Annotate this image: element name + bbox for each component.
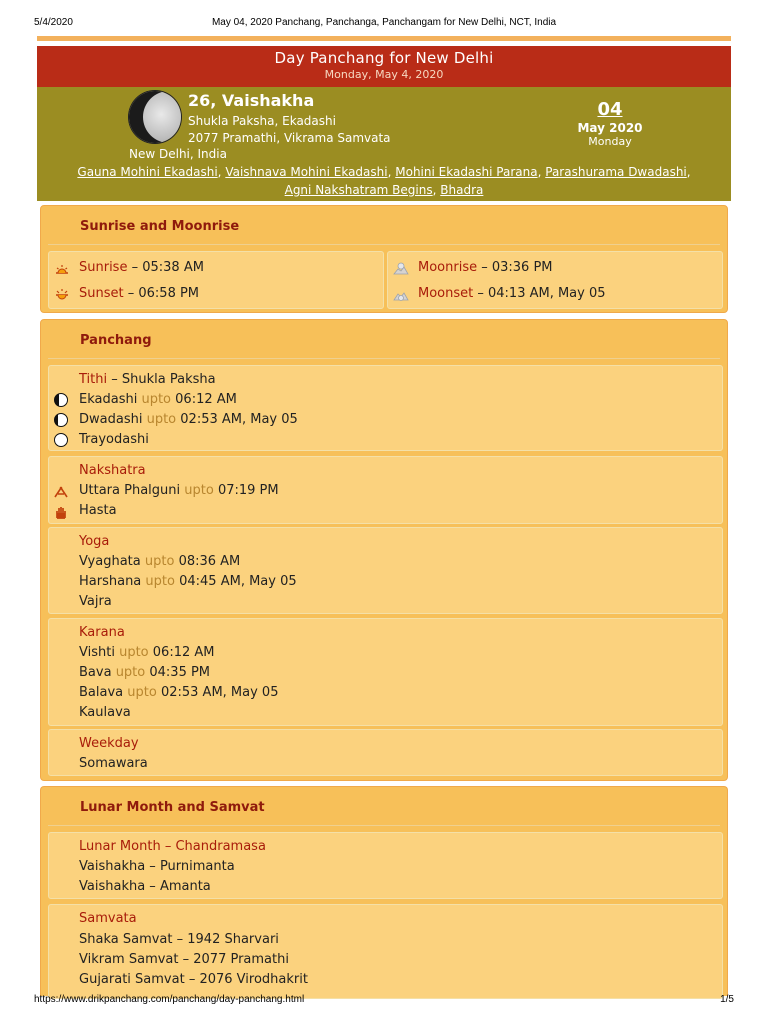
shaka-samvat: Shaka Samvat – 1942 Sharvari — [79, 932, 279, 947]
section-title: Panchang — [80, 333, 152, 348]
festival-links — [47, 163, 721, 199]
event-separator: , — [387, 165, 392, 179]
sunrise-moonrise-section — [40, 205, 728, 313]
date-banner — [37, 87, 731, 201]
section-divider — [48, 825, 720, 826]
lunar-month-heading — [79, 839, 266, 854]
moonrise-row — [418, 260, 553, 275]
sunset-value: – 06:58 PM — [123, 286, 200, 301]
nakshatra-heading — [79, 463, 146, 478]
weekday-box — [48, 729, 723, 776]
page-header — [37, 46, 731, 87]
sunrise-label: Sunrise — [79, 260, 128, 275]
yoga-heading — [79, 534, 109, 549]
yoga-item — [79, 554, 240, 569]
purnimanta-value: Vaishakha – Purnimanta — [79, 859, 235, 874]
karana-name: Bava — [79, 665, 112, 680]
event-link-parashurama-dwadashi[interactable]: Parashurama Dwadashi — [545, 165, 687, 179]
karana-time: 04:35 PM — [149, 665, 211, 680]
nakshatra-label: Nakshatra — [79, 463, 146, 478]
page-title: Day Panchang for New Delhi — [274, 49, 494, 67]
event-separator: , — [217, 165, 222, 179]
upto-word: upto — [184, 483, 214, 498]
nakshatra-box — [48, 456, 723, 524]
day-number-link[interactable]: 04 — [597, 99, 623, 120]
yoga-time: 04:45 AM, May 05 — [179, 574, 297, 589]
banner-paksha: Shukla Paksha, Ekadashi — [188, 114, 336, 128]
upto-word: upto — [119, 645, 149, 660]
gujarati-samvat: Gujarati Samvat – 2076 Virodhakrit — [79, 972, 308, 987]
month-year: May 2020 — [577, 121, 643, 135]
karana-item — [79, 645, 215, 660]
tithi-time: 02:53 AM, May 05 — [180, 412, 298, 427]
samvata-label: Samvata — [79, 911, 137, 926]
event-link-gauna-mohini-ekadashi[interactable]: Gauna Mohini Ekadashi — [77, 165, 218, 179]
amanta-value: Vaishakha – Amanta — [79, 879, 211, 894]
section-divider — [48, 244, 720, 245]
karana-time: 02:53 AM, May 05 — [160, 685, 279, 700]
yoga-name: Vajra — [79, 594, 112, 609]
karana-time: 06:12 AM — [152, 645, 215, 660]
uttara-phalguni-icon — [53, 485, 69, 499]
print-date: 5/4/2020 — [34, 17, 73, 28]
moonset-label: Moonset — [418, 286, 474, 301]
moon-phase-icon — [129, 91, 181, 143]
banner-city: New Delhi, India — [129, 147, 227, 161]
event-link-vaishnava-mohini-ekadashi[interactable]: Vaishnava Mohini Ekadashi — [225, 165, 388, 179]
event-separator: , — [432, 183, 437, 197]
event-link-agni-nakshatram[interactable]: Agni Nakshatram Begins — [284, 183, 433, 197]
nakshatra-name: Uttara Phalguni — [79, 483, 181, 498]
weekday-label: Weekday — [79, 736, 139, 751]
tithi-box — [48, 365, 723, 451]
tithi-item — [79, 412, 298, 427]
section-title: Sunrise and Moonrise — [80, 219, 240, 234]
karana-name: Kaulava — [79, 705, 131, 720]
sunrise-icon — [54, 262, 70, 276]
tithi-name: Trayodashi — [79, 432, 149, 447]
hasta-hand-icon — [53, 505, 69, 519]
nakshatra-item — [79, 503, 117, 518]
section-divider — [48, 358, 720, 359]
vikram-samvat: Vikram Samvat – 2077 Pramathi — [79, 952, 289, 967]
tithi-name: Ekadashi — [79, 392, 138, 407]
yoga-name: Harshana — [79, 574, 142, 589]
yoga-item — [79, 574, 297, 589]
print-page-number: 1/5 — [720, 994, 734, 1005]
karana-item — [79, 705, 131, 720]
weekday-heading — [79, 736, 139, 751]
upto-word: upto — [115, 665, 146, 680]
tithi-name: Dwadashi — [79, 412, 143, 427]
sunrise-value: – 05:38 AM — [127, 260, 204, 275]
upto-word: upto — [145, 574, 175, 589]
moonrise-label: Moonrise — [418, 260, 478, 275]
upto-word: upto — [146, 412, 177, 427]
lunar-month-system: – Chandramasa — [160, 839, 266, 854]
tithi-heading — [79, 372, 216, 387]
tithi-item — [79, 432, 149, 447]
karana-heading — [79, 625, 125, 640]
print-footer — [0, 994, 768, 1014]
tithi-paksha: – Shukla Paksha — [107, 372, 216, 387]
tithi-item — [79, 392, 237, 407]
print-title: May 04, 2020 Panchang, Panchanga, Panchangam for New Delhi, NCT, India — [211, 17, 557, 28]
karana-name: Balava — [79, 685, 124, 700]
nakshatra-name: Hasta — [79, 503, 117, 518]
moonset-value: – 04:13 AM, May 05 — [473, 286, 606, 301]
yoga-box — [48, 527, 723, 614]
event-link-mohini-ekadashi-parana[interactable]: Mohini Ekadashi Parana — [395, 165, 538, 179]
karana-name: Vishti — [79, 645, 115, 660]
tithi-time: 06:12 AM — [175, 392, 237, 407]
lunar-month-label: Lunar Month — [79, 839, 161, 854]
karana-item — [79, 685, 278, 700]
event-separator: , — [686, 165, 691, 179]
sunset-icon — [54, 288, 70, 302]
yoga-label: Yoga — [79, 534, 110, 549]
lunar-month-samvat-section — [40, 786, 728, 996]
samvata-heading — [79, 911, 137, 926]
samvata-box — [48, 904, 723, 999]
yoga-item — [79, 594, 112, 609]
event-link-bhadra[interactable]: Bhadra — [440, 183, 484, 197]
yoga-time: 08:36 AM — [178, 554, 241, 569]
karana-item — [79, 665, 210, 680]
panchang-section — [40, 319, 728, 781]
upto-word: upto — [141, 392, 172, 407]
weekday-value: Somawara — [79, 756, 148, 771]
print-header — [0, 0, 768, 34]
nakshatra-item — [79, 483, 279, 498]
karana-label: Karana — [79, 625, 125, 640]
moonset-icon — [393, 288, 409, 302]
top-divider — [37, 36, 731, 41]
karana-box — [48, 618, 723, 726]
moonrise-icon — [393, 262, 409, 276]
nakshatra-time: 07:19 PM — [217, 483, 279, 498]
banner-date-block — [575, 99, 645, 148]
waxing-gibbous-icon — [54, 393, 68, 407]
weekday: Monday — [588, 135, 632, 148]
banner-samvat: 2077 Pramathi, Vikrama Samvata — [188, 131, 391, 145]
upto-word: upto — [144, 554, 175, 569]
banner-tithi: 26, Vaishakha — [188, 91, 315, 110]
moonset-row — [418, 286, 606, 301]
sunrise-row — [79, 260, 204, 275]
moonrise-value: – 03:36 PM — [477, 260, 553, 275]
page-subtitle: Monday, May 4, 2020 — [324, 68, 444, 81]
sun-box — [48, 251, 384, 309]
section-title: Lunar Month and Samvat — [80, 800, 265, 815]
waxing-gibbous-icon — [54, 413, 68, 427]
upto-word: upto — [127, 685, 157, 700]
event-separator: , — [537, 165, 542, 179]
tithi-label: Tithi — [79, 372, 108, 387]
yoga-name: Vyaghata — [79, 554, 141, 569]
print-url: https://www.drikpanchang.com/panchang/day-panchang.html — [34, 994, 305, 1005]
sunset-row — [79, 286, 199, 301]
lunar-month-box — [48, 832, 723, 899]
moon-box — [387, 251, 723, 309]
sunset-label: Sunset — [79, 286, 124, 301]
full-moon-icon — [54, 433, 68, 447]
